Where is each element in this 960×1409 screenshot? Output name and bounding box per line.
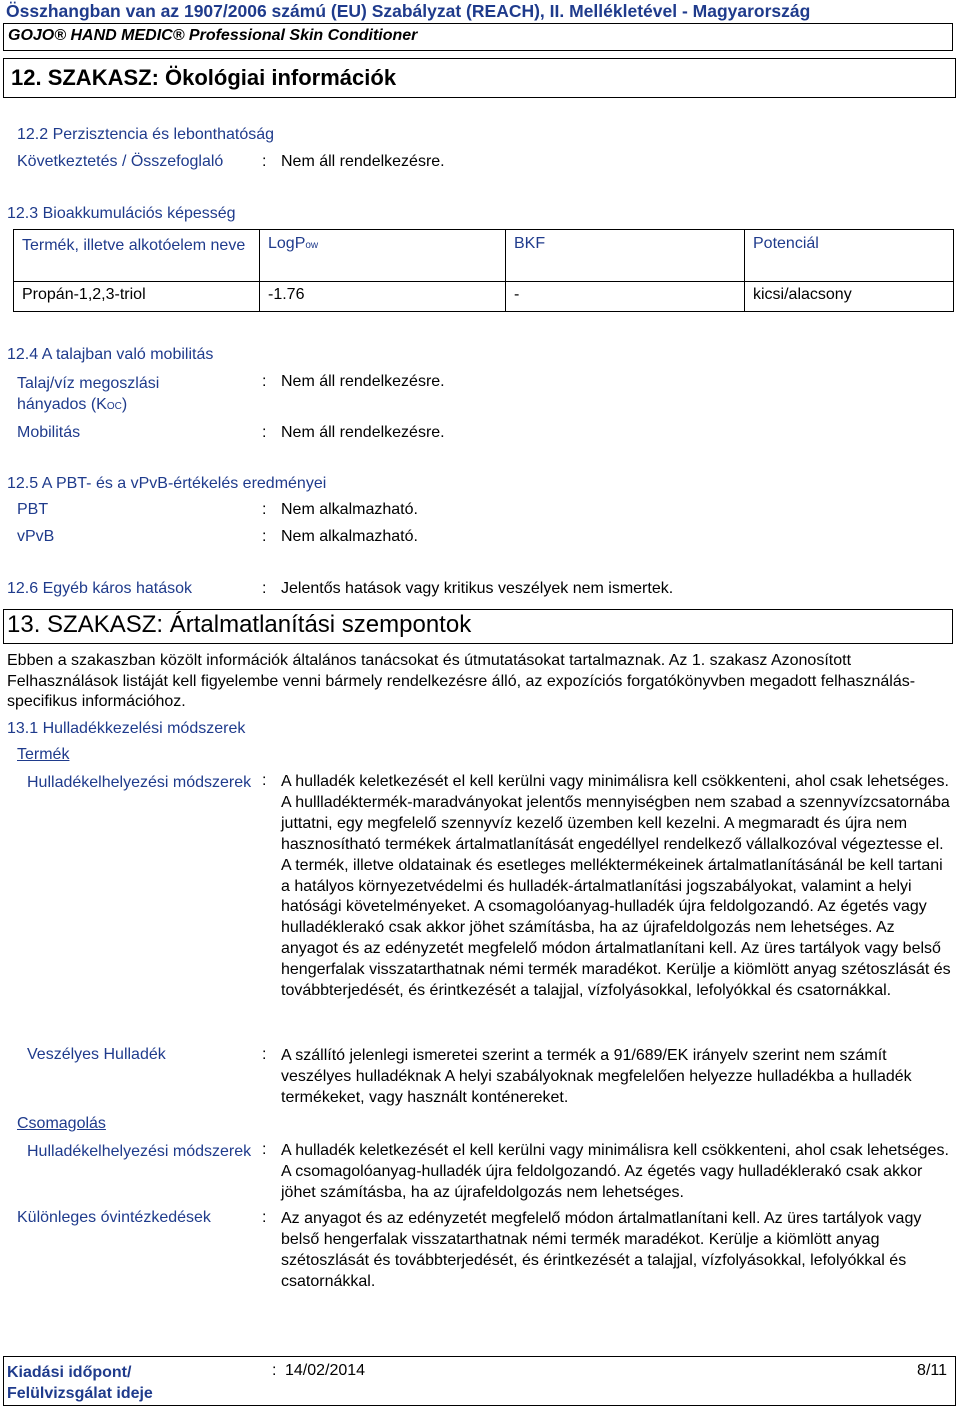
table-cell: - xyxy=(506,282,745,312)
product-name: GOJO® HAND MEDIC® Professional Skin Conditioner xyxy=(8,27,418,44)
value-pbt: Nem alkalmazható. xyxy=(281,501,418,518)
section-13-intro: Ebben a szakaszban közölt információk általános tanácsokat és útmutatásokat tartalmaznak. Az 1. szakasz Azonosított Felhasználások listáját kell figyelembe venni bármely rendelkezésre álló, az expozíciós forgatókönyvben megadott felhasználás-specifikus információhoz. xyxy=(7,652,916,710)
text-hazardous-waste: A szállító jelenlegi ismeretei szerint a termék a 91/689/EK irányelv szerint nem számít veszélyes hulladéknak A helyi szabályoknak megfelelően helyezze hulladékba a hulladék termékeket, vagy használt konténereket. xyxy=(281,1047,912,1106)
text-packaging-disposal: A hulladék keletkezését el kell kerülni vagy minimálisra kell csökkenteni, ahol csak lehetséges. A csomagolóanyag-hulladék újra feldolgozandó. Az égetés vagy hulladéklerakó csak akkor jöhet számításba, ha az újrafeldolgozás nem lehetséges. xyxy=(281,1142,949,1201)
regulation-header: Összhangban van az 1907/2006 számú (EU) Szabályzat (REACH), II. Mellékletével - Magyarország xyxy=(6,1,811,21)
colon: : xyxy=(262,1141,267,1158)
heading-packaging: Csomagolás xyxy=(17,1115,106,1132)
footer-box xyxy=(3,1356,956,1406)
colon: : xyxy=(262,424,267,441)
colon: : xyxy=(262,1046,267,1063)
section-12-title: 12. SZAKASZ: Ökológiai információk xyxy=(11,65,397,90)
value-koc: Nem áll rendelkezésre. xyxy=(281,373,445,390)
product-name-box xyxy=(3,23,953,51)
heading-12-2: 12.2 Perzisztencia és lebonthatóság xyxy=(17,126,275,143)
colon: : xyxy=(262,580,267,597)
label-koc: Talaj/víz megoszlási hányados (KOC) xyxy=(17,375,160,413)
label-hazardous-waste: Veszélyes Hulladék xyxy=(27,1046,166,1063)
colon: : xyxy=(262,1209,267,1226)
bioaccumulation-table xyxy=(13,229,954,312)
colon: : xyxy=(272,1362,277,1379)
label-vpvb: vPvB xyxy=(17,528,55,545)
heading-12-5: 12.5 A PBT- és a vPvB-értékelés eredményei xyxy=(7,475,327,492)
heading-12-4: 12.4 A talajban való mobilitás xyxy=(7,346,214,363)
heading-12-3: 12.3 Bioakkumulációs képesség xyxy=(7,205,236,222)
table-header-row xyxy=(14,230,954,282)
section-13-title: 13. SZAKASZ: Ártalmatlanítási szempontok xyxy=(7,611,472,638)
footer-date-label: Kiadási időpont/ Felülvizsgálat ideje xyxy=(7,1364,153,1402)
section-13-title-box xyxy=(3,609,953,644)
label-pbt: PBT xyxy=(17,501,49,518)
text-disposal-methods: A hulladék keletkezését el kell kerülni vagy minimálisra kell csökkenteni, ahol csak lehetséges. A hullladéktermék-maradványokat jelentős mennyiségben nem szabad a szennyvízcsatornába juttatni, egy megfelelő szennyvíz kezelő üzemben kell kezelni. A megmaradt és újra nem hasznosítható termékek ártalmatlanítását engedéllyel rendelkező vállalkozóval végeztesse el. A termék, illetve oldatainak és esetleges melléktermékeinek ártalmatlanításánál be kell tartani a hatályos környezetvédelmi és hulladék-ártalmatlanítási jogszabályokat, valamint a helyi hatósági követelményeket. A csomagolóanyag-hulladék újra feldolgozandó. Az égetés vagy hulladéklerakó csak akkor jöhet számításba, ha az újrafeldolgozás nem lehetséges. Az anyagot és az edényzetét megfelelő módon ártalmatlanítani kell. Az üres tartályok vagy belső hengerfalak visszatarthatnak némi termék maradékot. Kerülje a kiömlött anyag szétoszlását és továbbterjedését, és érintkezését a talajjal, vízfolyásokkal, lefolyókkal és csatornákkal. xyxy=(281,773,951,1000)
label-special-precautions: Különleges óvintézkedések xyxy=(17,1209,211,1226)
text-special-precautions: Az anyagot és az edényzetét megfelelő módon ártalmatlanítani kell. Az üres tartályok vagy belső hengerfalak visszatarthatnak némi termék maradékot. Kerülje a kiömlött anyag szétoszlását és továbbterjedését, és érintkezését a talajjal, vízfolyásokkal, lefolyókkal és csatornákkal. xyxy=(281,1210,922,1290)
label-packaging-disposal: Hulladékelhelyezési módszerek xyxy=(27,1143,252,1160)
heading-product: Termék xyxy=(17,746,70,763)
value-mobility: Nem áll rendelkezésre. xyxy=(281,424,445,441)
label-conclusion: Következtetés / Összefoglaló xyxy=(17,153,224,170)
heading-12-6: 12.6 Egyéb káros hatások xyxy=(7,580,193,597)
colon: : xyxy=(262,373,267,390)
footer-date: 14/02/2014 xyxy=(285,1362,366,1379)
value-vpvb: Nem alkalmazható. xyxy=(281,528,418,545)
table-cell: Propán-1,2,3-triol xyxy=(14,282,260,312)
table-header-cell: Termék, illetve alkotóelem neve xyxy=(14,230,260,282)
value-conclusion: Nem áll rendelkezésre. xyxy=(281,153,445,170)
table-cell: -1.76 xyxy=(260,282,506,312)
table-header-cell: BKF xyxy=(506,230,745,282)
table-header-cell: LogPow xyxy=(260,230,506,282)
heading-13-1: 13.1 Hulladékkezelési módszerek xyxy=(7,720,246,737)
value-other-effects: Jelentős hatások vagy kritikus veszélyek nem ismertek. xyxy=(281,580,674,597)
table-header-cell: Potenciál xyxy=(745,230,954,282)
footer-page-number: 8/11 xyxy=(917,1362,947,1379)
colon: : xyxy=(262,772,267,789)
colon: : xyxy=(262,528,267,545)
label-disposal-methods: Hulladékelhelyezési módszerek xyxy=(27,774,252,791)
colon: : xyxy=(262,153,267,170)
colon: : xyxy=(262,501,267,518)
section-12-title-box xyxy=(3,58,956,98)
table-row xyxy=(14,282,954,312)
table-cell: kicsi/alacsony xyxy=(745,282,954,312)
label-mobility: Mobilitás xyxy=(17,424,81,441)
